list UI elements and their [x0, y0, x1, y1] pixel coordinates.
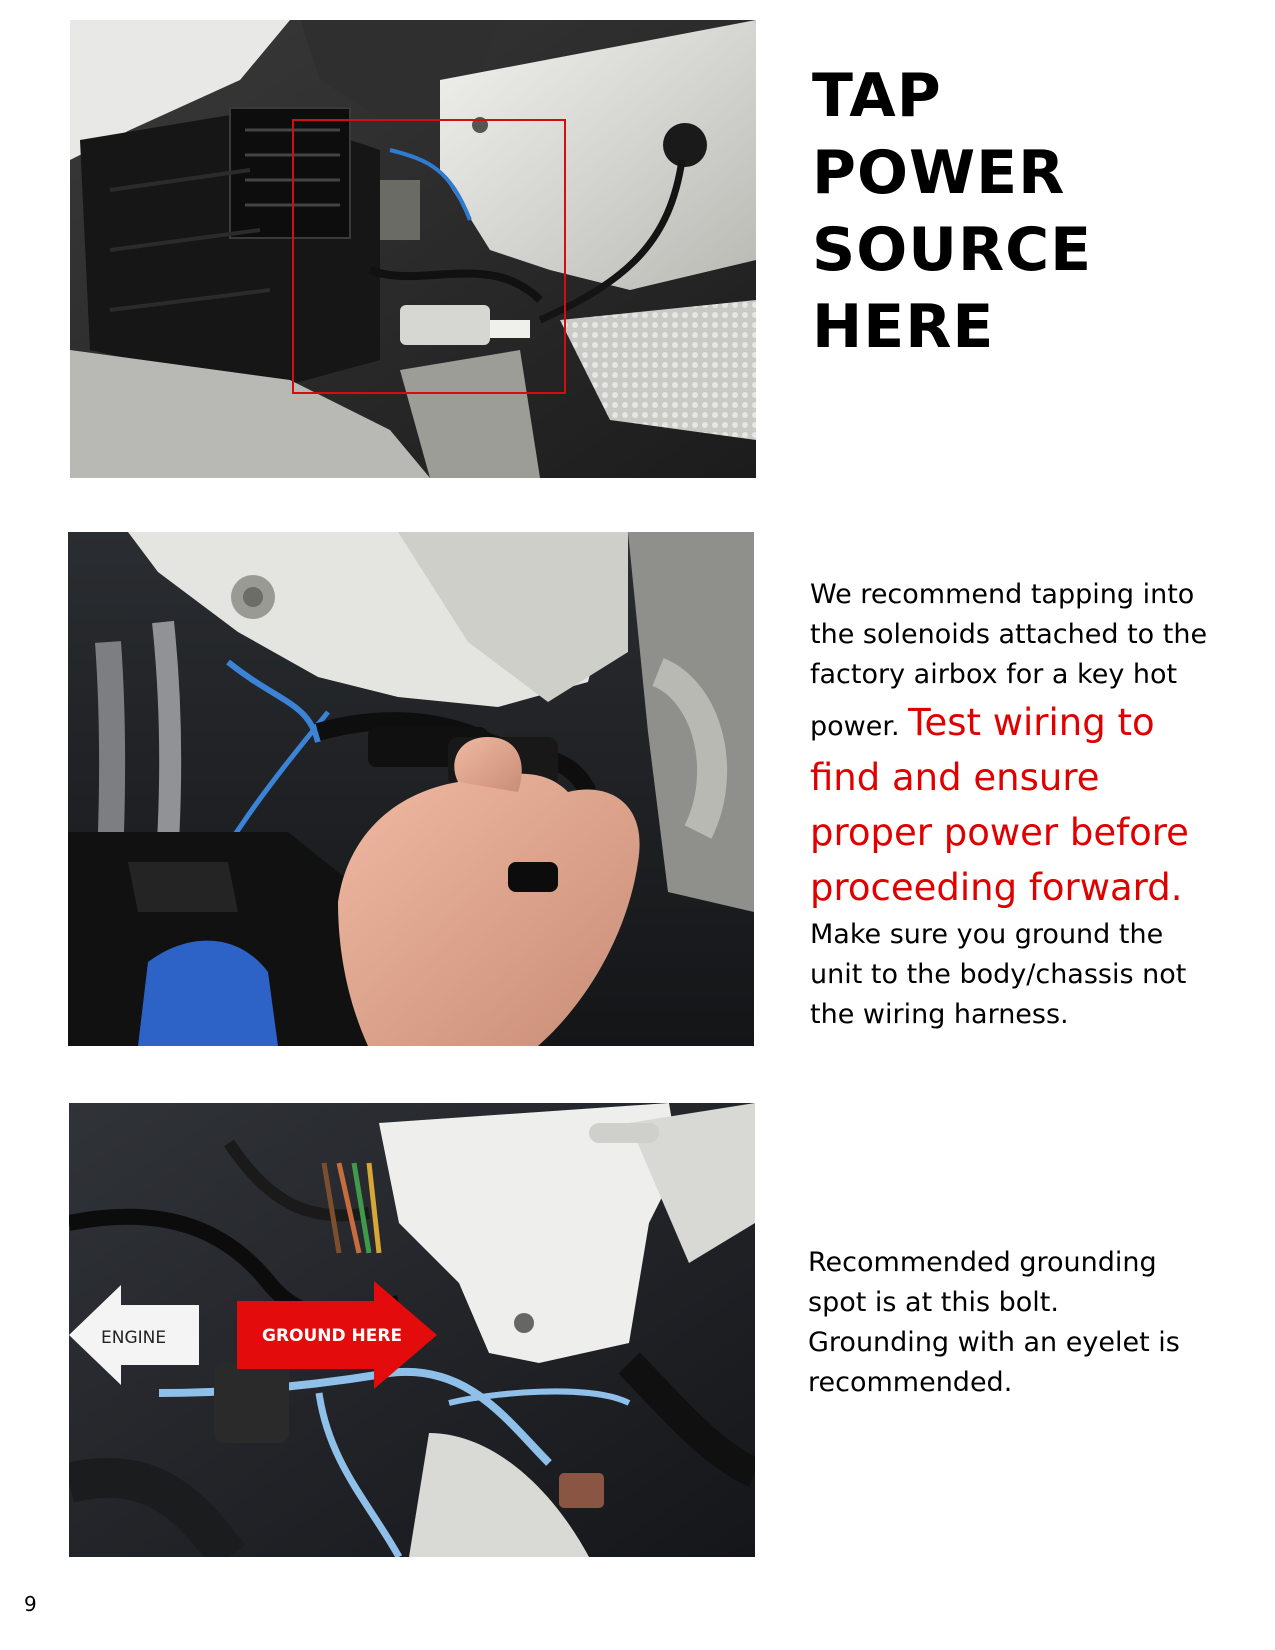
engine-bay-illustration	[70, 20, 756, 478]
grounding-note-text: Make sure you ground the unit to the body/chassis not the wiring harness.	[810, 919, 1187, 1030]
hand-connector-photo	[68, 532, 754, 1046]
heading-tap-power-source	[812, 58, 1232, 366]
heading-line-1: TAP	[812, 61, 942, 131]
ground-location-illustration	[69, 1103, 755, 1557]
intro-text: We recommend tapping into the solenoids attached to the factory airbox for a key hot power.	[810, 579, 1208, 742]
ground-here-label: GROUND HERE	[262, 1326, 403, 1346]
warning-text: Test wiring to find and ensure proper power before proceeding forward.	[810, 701, 1189, 909]
ground-spot-paragraph: Recommended grounding spot is at this bolt. Grounding with an eyelet is recommended.	[808, 1247, 1180, 1398]
instructions-paragraph	[810, 575, 1210, 1035]
heading-line-3: SOURCE	[812, 215, 1093, 285]
heading-line-2: POWER	[812, 138, 1066, 208]
heading-line-4: HERE	[812, 292, 995, 362]
page-number: 9	[24, 1592, 37, 1616]
engine-bay-photo-solenoids	[70, 20, 756, 478]
hand-connector-illustration	[68, 532, 754, 1046]
engine-label: ENGINE	[101, 1328, 167, 1348]
ground-location-photo	[69, 1103, 755, 1557]
